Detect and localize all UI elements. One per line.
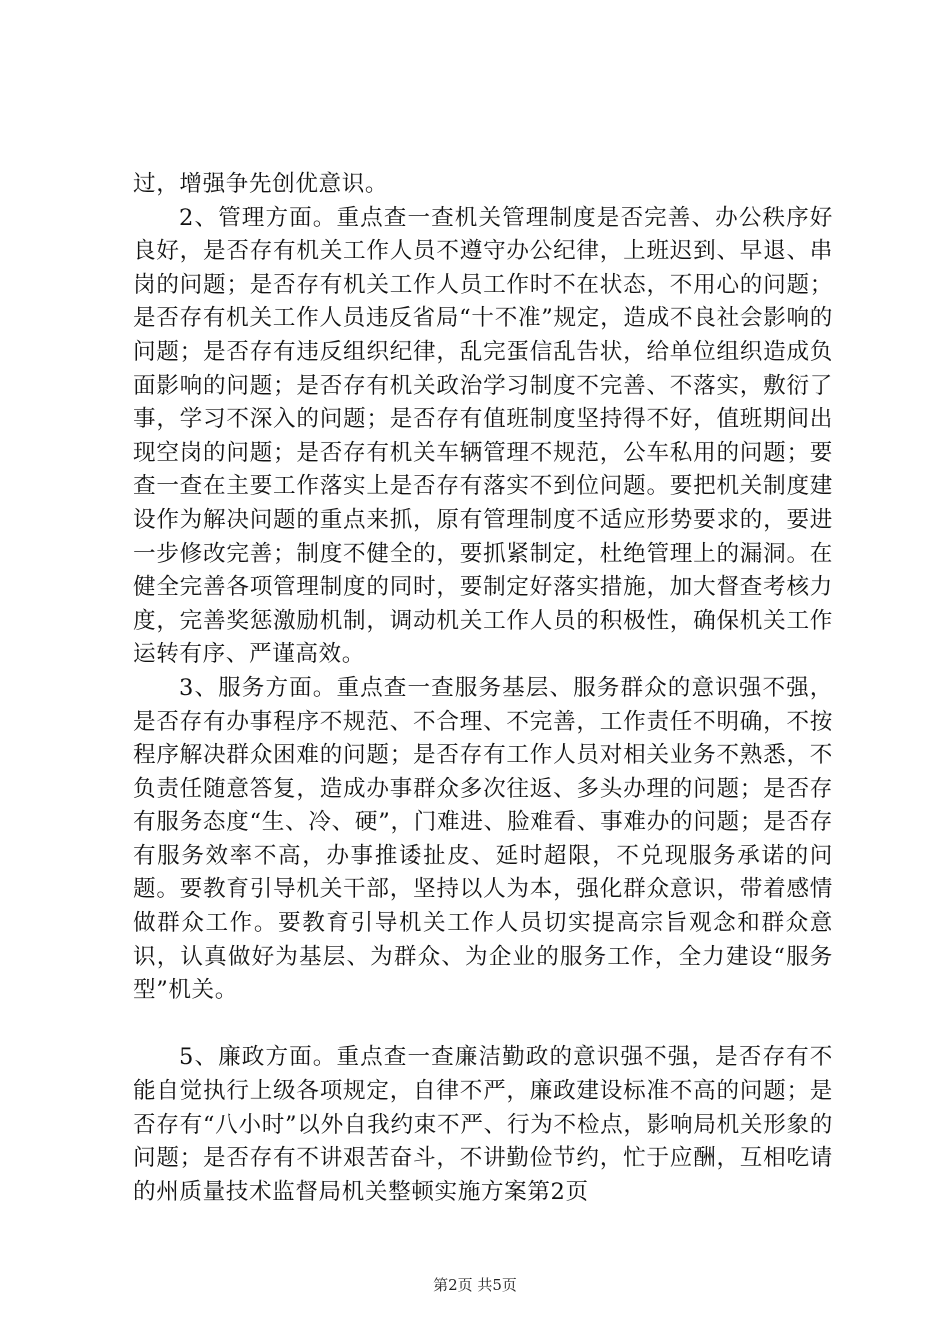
page-footer: 第2页 共5页 <box>433 1276 517 1294</box>
paragraph-continuation: 过，增强争先创优意识。 <box>133 171 389 197</box>
paragraph-service: 3、服务方面。重点查一查服务基层、服务群众的意识强不强，是否存有办事程序不规范、不合理、不完善，工作责任不明确，不按程序解决群众困难的问题；是否存有工作人员对相关业务不熟悉，不负责任随意答复，造成办事群众多次往返、多头办理的问题；是否存有服务态度“生、冷、硬”，门难进、脸难看、事难办的问题；是否存有服务效率不高，办事推诿扯皮、延时超限，不兑现服务承诺的问题。要教育引导机关干部，坚持以人为本，强化群众意识，带着感情做群众工作。要教育引导机关工作人员切实提高宗旨观念和群众意识，认真做好为基层、为群众、为企业的服务工作，全力建设“服务型”机关。 <box>133 674 833 1004</box>
document-body <box>133 168 833 1209</box>
paragraph-integrity: 5、廉政方面。重点查一查廉洁勤政的意识强不强，是否存有不能自觉执行上级各项规定，自律不严，廉政建设标准不高的问题；是否存有“八小时”以外自我约束不严、行为不检点，影响局机关形象的问题；是否存有不讲艰苦奋斗，不讲勤俭节约，忙于应酬，互相吃请的州质量技术监督局机关整顿实施方案第2页 <box>133 1044 833 1205</box>
paragraph-management: 2、管理方面。重点查一查机关管理制度是否完善、办公秩序好良好，是否存有机关工作人员不遵守办公纪律，上班迟到、早退、串岗的问题；是否存有机关工作人员工作时不在状态，不用心的问题；是否存有机关工作人员违反省局“十不准”规定，造成不良社会影响的问题；是否存有违反组织纪律，乱完蛋信乱告状，给单位组织造成负面影响的问题；是否存有机关政治学习制度不完善、不落实，敷衍了事，学习不深入的问题；是否存有值班制度坚持得不好，值班期间出现空岗的问题；是否存有机关车辆管理不规范，公车私用的问题；要查一查在主要工作落实上是否存有落实不到位问题。要把机关制度建设作为解决问题的重点来抓，原有管理制度不适应形势要求的，要进一步修改完善；制度不健全的，要抓紧制定，杜绝管理上的漏洞。在健全完善各项管理制度的同时，要制定好落实措施，加大督查考核力度，完善奖惩激励机制，调动机关工作人员的积极性，确保机关工作运转有序、严谨高效。 <box>133 204 833 668</box>
